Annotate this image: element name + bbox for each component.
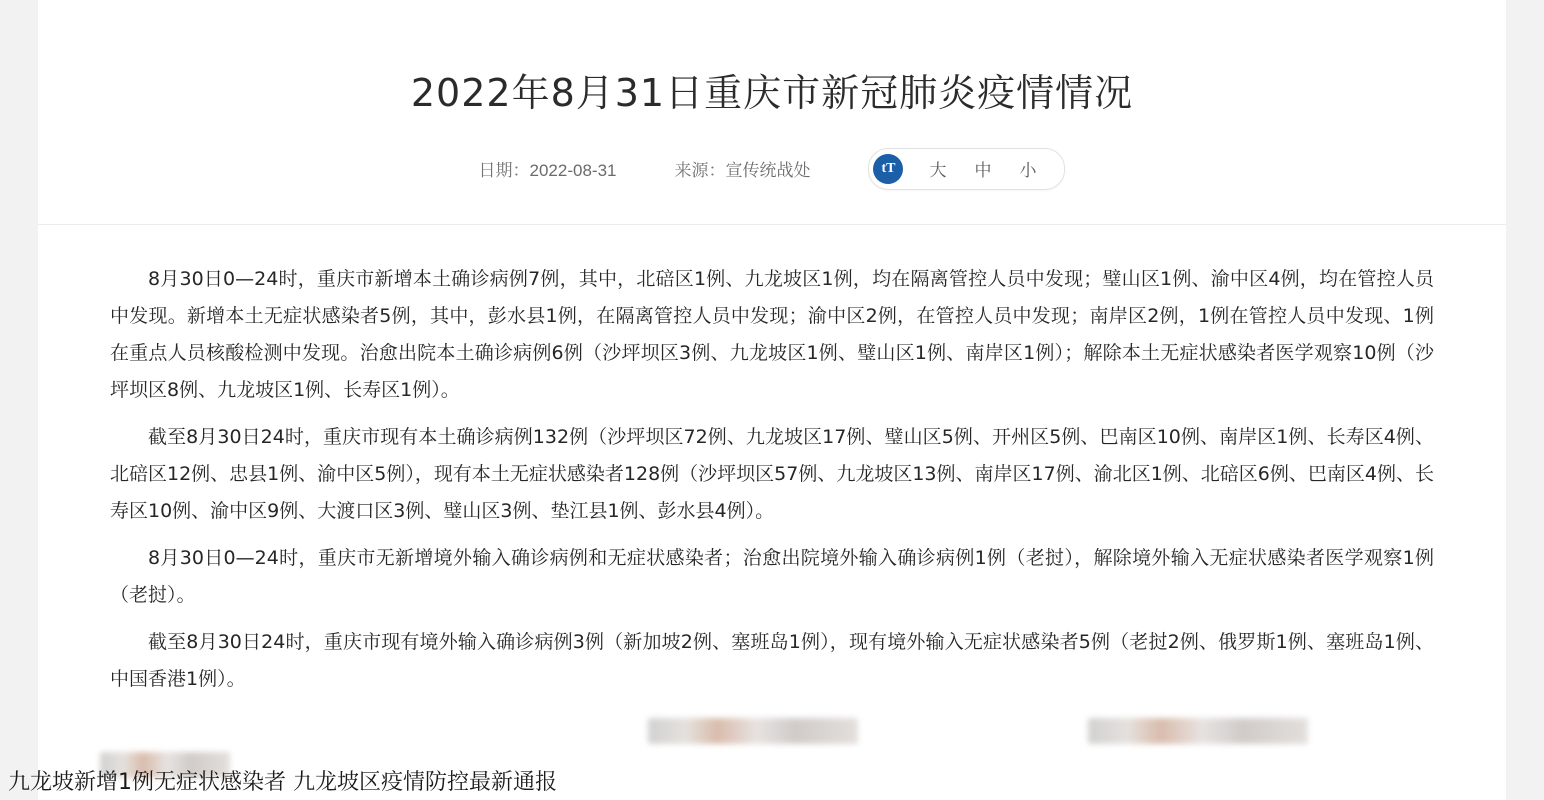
image-caption: 九龙坡新增1例无症状感染者 九龙坡区疫情防控最新通报: [8, 770, 557, 795]
publish-date-value: 2022-08-31: [529, 161, 617, 180]
font-size-control[interactable]: [868, 148, 1065, 190]
font-size-medium[interactable]: 中: [974, 161, 992, 180]
article-meta: [38, 148, 1506, 190]
article-paragraph: 截至8月30日24时，重庆市现有境外输入确诊病例3例（新加坡2例、塞班岛1例），现有境外输入无症状感染者5例（老挝2例、俄罗斯1例、塞班岛1例、中国香港1例）。: [110, 630, 1434, 690]
article-paragraph: 8月30日0—24时，重庆市新增本土确诊病例7例，其中，北碚区1例、九龙坡区1例，均在隔离管控人员中发现；璧山区1例、渝中区4例，均在管控人员中发现。新增本土无症状感染者5例，其中，彭水县1例，在隔离管控人员中发现；渝中区2例，在管控人员中发现；南岸区2例，1例在管控人员中发现、1例在重点人员核酸检测中发现。治愈出院本土确诊病例6例（沙坪坝区3例、九龙坡区1例、璧山区1例、南岸区1例）；解除本土无症状感染者医学观察10例（沙坪坝区8例、九龙坡区1例、长寿区1例）。: [110, 267, 1434, 401]
right-gutter: [1506, 0, 1544, 800]
article-paragraph: 截至8月30日24时，重庆市现有本土确诊病例132例（沙坪坝区72例、九龙坡区17例、璧山区5例、开州区5例、巴南区10例、南岸区1例、长寿区4例、北碚区12例、忠县1例、渝中区5例），现有本土无症状感染者128例（沙坪坝区57例、九龙坡区13例、南岸区17例、渝北区1例、北碚区6例、巴南区4例、长寿区10例、渝中区9例、大渡口区3例、璧山区3例、垫江县1例、彭水县4例）。: [110, 425, 1434, 522]
article-body: [38, 225, 1506, 699]
publish-date: [479, 156, 617, 181]
article-source-value: 宣传统战处: [725, 161, 811, 180]
publish-date-label: 日期：: [478, 161, 530, 180]
article-header: [38, 0, 1506, 225]
article-source-label: 来源：: [674, 161, 726, 180]
left-gutter: [0, 0, 38, 800]
font-size-small[interactable]: 小: [1019, 161, 1037, 180]
page-title: 2022年8月31日重庆市新冠肺炎疫情情况: [410, 71, 1134, 115]
censored-overlay: [648, 718, 858, 744]
article-source: [674, 156, 810, 181]
font-size-large[interactable]: 大: [929, 161, 947, 180]
article-paragraph: 8月30日0—24时，重庆市无新增境外输入确诊病例和无症状感染者；治愈出院境外输入确诊病例1例（老挝），解除境外输入无症状感染者医学观察1例（老挝）。: [110, 546, 1434, 606]
article-sheet: [38, 0, 1506, 800]
censored-overlay: [1088, 718, 1308, 744]
font-size-icon: tT: [873, 154, 903, 184]
